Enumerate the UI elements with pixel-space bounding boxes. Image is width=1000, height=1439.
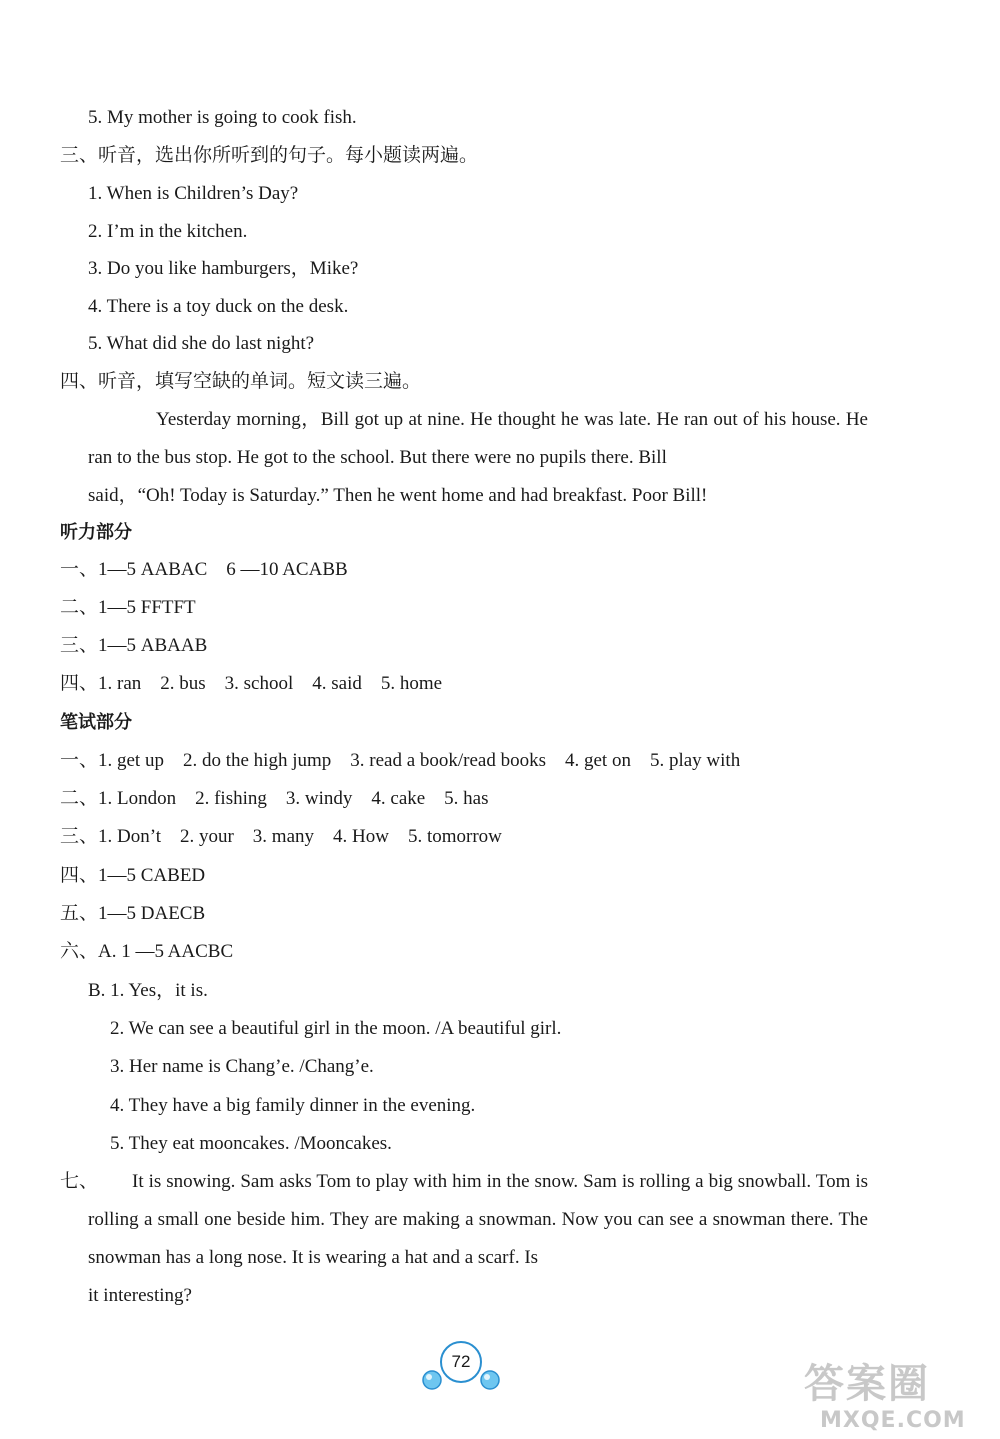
sentence-line: 3. Do you like hamburgers，Mike? — [88, 258, 359, 279]
composition-paragraph — [88, 1163, 868, 1315]
answer-line: 二、1. London 2. fishing 3. windy 4. cake 5. has — [60, 788, 489, 809]
listening-section-title: 听力部分 — [60, 522, 132, 543]
page-number-badge — [420, 1330, 502, 1396]
answer-line: 四、1. ran 2. bus 3. school 4. said 5. home — [60, 673, 443, 694]
page-number: 72 — [451, 1352, 471, 1371]
sentence-line: 5. What did she do last night? — [88, 333, 315, 354]
sentence-line: 4. There is a toy duck on the desk. — [88, 296, 349, 317]
answer-line: 4. They have a big family dinner in the evening. — [110, 1095, 476, 1116]
answer-line: 三、1—5 ABAAB — [60, 635, 208, 656]
answer-line: 四、1—5 CABED — [60, 865, 206, 886]
passage-last-line: said，“Oh! Today is Saturday.” Then he went home and had breakfast. Poor Bill! — [88, 485, 708, 506]
answer-line: 2. We can see a beautiful girl in the moon. /A beautiful girl. — [110, 1018, 562, 1039]
sentence-line: 2. I’m in the kitchen. — [88, 221, 248, 242]
answer-line: 二、1—5 FFTFT — [60, 597, 196, 618]
answer-line: 3. Her name is Chang’e. /Chang’e. — [110, 1056, 374, 1077]
section-heading: 三、听音，选出你所听到的句子。每小题读两遍。 — [60, 145, 479, 166]
composition-last-line: it interesting? — [88, 1285, 192, 1306]
answer-line: 一、1—5 AABAC 6 —10 ACABB — [60, 559, 348, 580]
composition-text: It is snowing. Sam asks Tom to play with him in the snow. Sam is rolling a big snowball. Tom is rolling a small one beside him. They are making a snowman. Now you can see a snowman there. The snowman has a long nose. It is wearing a hat and a scarf. Is — [88, 1171, 868, 1268]
watermark-logo — [800, 1352, 996, 1436]
passage-text: Yesterday morning，Bill got up at nine. He thought he was late. He ran out of his house. He ran to the bus stop. He got to the school. But there were no pupils there. Bill — [88, 409, 868, 468]
answer-line: B. 1. Yes，it is. — [88, 980, 208, 1001]
watermark-url: MXQE.COM — [820, 1408, 966, 1433]
written-section-title: 笔试部分 — [60, 712, 132, 733]
answer-line: 五、1—5 DAECB — [60, 903, 206, 924]
question-label: 七、 — [60, 1171, 99, 1192]
answer-line: 三、1. Don’t 2. your 3. many 4. How 5. tomorrow — [60, 826, 502, 847]
watermark-text: 答案圈 — [804, 1361, 930, 1407]
section-heading: 四、听音，填写空缺的单词。短文读三遍。 — [60, 371, 422, 392]
answer-line: 六、A. 1 —5 AACBC — [60, 941, 234, 962]
answer-line: 一、1. get up 2. do the high jump 3. read a book/read books 4. get on 5. play with — [60, 750, 741, 771]
passage-paragraph — [88, 401, 868, 515]
sentence-line: 1. When is Children’s Day? — [88, 183, 299, 204]
answer-line: 5. My mother is going to cook fish. — [88, 107, 357, 128]
answer-line: 5. They eat mooncakes. /Mooncakes. — [110, 1133, 392, 1154]
